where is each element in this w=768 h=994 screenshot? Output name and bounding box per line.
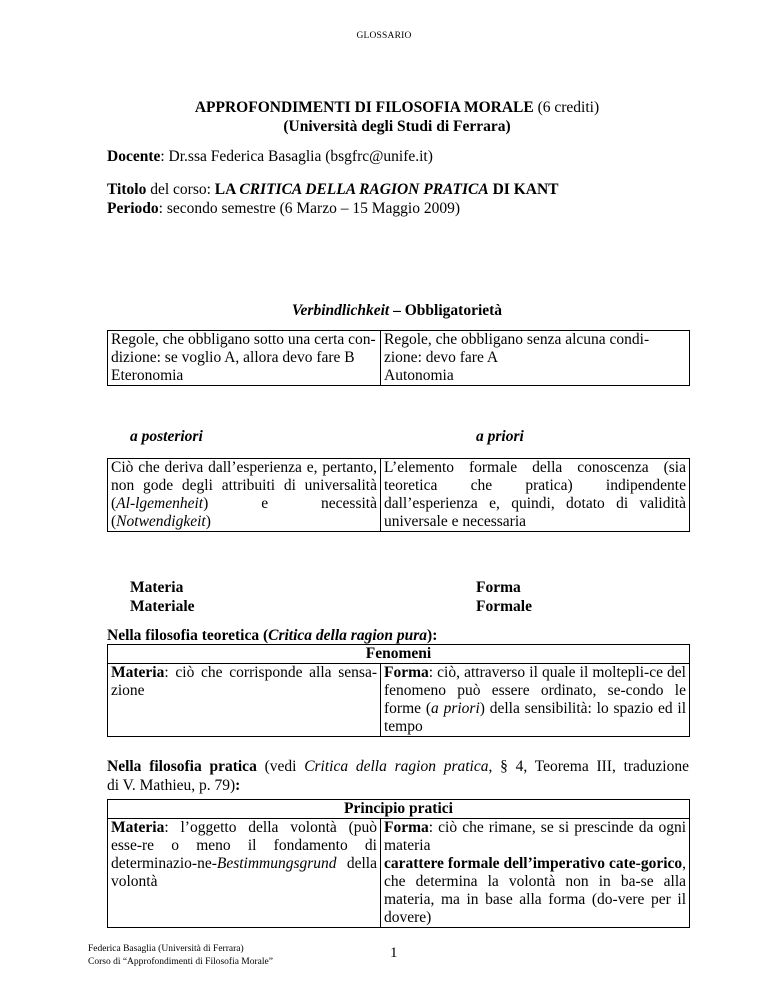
materiale-label: Materiale (130, 598, 195, 615)
pratica-heading-italic: Critica della ragion pratica (304, 758, 489, 775)
autonomia-cell (381, 331, 690, 386)
fenomeni-forma-italic: a priori (431, 700, 480, 717)
principio-pratici-table (107, 799, 690, 928)
pratica-heading-b: , § 4, Teorema III, traduzione (488, 758, 689, 775)
a-posteriori-label: a posteriori (130, 428, 203, 445)
page-number: 1 (390, 945, 398, 961)
course-title (107, 98, 687, 136)
teoretica-heading-b: ): (427, 627, 438, 644)
fenomeni-forma-label: Forma (384, 664, 429, 681)
principio-forma-label: Forma (384, 819, 429, 836)
pratica-heading-line2 (107, 776, 689, 795)
a-priori-label: a priori (476, 428, 524, 445)
pratica-heading-line1 (107, 757, 689, 776)
table1-right-line2: zione: devo fare A (384, 349, 499, 366)
pratica-heading (107, 757, 689, 795)
table1-left-line3: Eteronomia (111, 367, 184, 384)
footer-author: Federica Basaglia (Università di Ferrara) (88, 944, 244, 954)
forma-label: Forma (476, 579, 521, 596)
a-posteriori-cell (108, 459, 381, 532)
university-name: (Università degli Studi di Ferrara) (283, 118, 511, 135)
periodo-label: Periodo (107, 200, 159, 217)
table1-left-line1: Regole, che obbligano sotto una certa con- (111, 331, 376, 348)
course-credits: (6 crediti) (537, 99, 600, 116)
section-title (107, 301, 687, 320)
page-header: GLOSSARIO (356, 31, 412, 41)
table2-left-text-a: Ciò che deriva dall’esperienza e, pertanto, non gode degli attribuiti di universalità ( (111, 459, 377, 512)
table2-left-italic-2: Notwendigkeit (116, 513, 206, 530)
titolo-value-1: LA (214, 181, 240, 198)
pratica-heading-colon: : (235, 777, 241, 794)
teoretica-heading-italic: Critica della ragion pura (268, 627, 428, 644)
table1-right-line1: Regole, che obbligano senza alcuna condi- (384, 331, 650, 348)
pratica-heading-bold: Nella filosofia pratica (107, 758, 257, 775)
principio-header: Principio pratici (108, 800, 690, 819)
principio-forma-bold: carattere formale dell’imperativo cate-gorico (384, 855, 683, 872)
docente-value: : Dr.ssa Federica Basaglia (bsgfrc@unife.it) (160, 148, 433, 165)
materia-label: Materia (130, 579, 184, 596)
footer-course: Corso di “Approfondimenti di Filosofia Morale” (88, 957, 273, 967)
eteronomia-cell (108, 331, 381, 386)
table2-left-text-b: ) e necessità ( (111, 495, 377, 530)
a-priori-table (107, 458, 690, 532)
formale-label: Formale (476, 598, 532, 615)
table2-left-italic-1: Al-lgemenheit (116, 495, 204, 512)
materia-labels (130, 578, 195, 616)
page-footer (88, 943, 273, 969)
principio-materia-text-a: : l’oggetto della volontà (può esse-re o meno il fondamento di determinazio-ne- (111, 819, 377, 872)
titolo-label: Titolo (107, 181, 147, 198)
forma-labels (476, 578, 532, 616)
fenomeni-header: Fenomeni (108, 645, 690, 664)
fenomeni-forma-text-a: : ciò, attraverso il quale il moltepli-ce del fenomeno può essere ordinato, se-condo le forme ( (384, 664, 686, 717)
principio-materia-label: Materia (111, 819, 165, 836)
pratica-heading-a: (vedi (256, 758, 305, 775)
principio-materia-cell (108, 819, 381, 928)
fenomeni-materia-text: : ciò che corrisponde alla sensa-zione (111, 664, 377, 699)
fenomeni-materia-cell (108, 664, 381, 737)
principio-forma-text-b: , che determina la volontà non in ba-se alla materia, ma in base alla forma (do-vere per il dovere) (384, 855, 687, 926)
table2-left-text-c: ) (205, 513, 211, 530)
fenomeni-forma-text-b: ) della sensibilità: lo spazio ed il tempo (384, 700, 687, 735)
course-name: APPROFONDIMENTI DI FILOSOFIA MORALE (194, 99, 534, 116)
fenomeni-forma-cell (381, 664, 690, 737)
titolo-value-italic: CRITICA DELLA RAGION PRATICA (239, 181, 489, 198)
periodo-line (107, 199, 687, 218)
section-title-italic: Verbindlichkeit (291, 302, 390, 319)
titolo-value-2: DI KANT (488, 181, 559, 198)
teoretica-heading-a: Nella filosofia teoretica ( (107, 627, 269, 644)
pratica-heading-line2-text: di V. Mathieu, p. 79) (107, 777, 236, 794)
principio-materia-italic: Bestimmungsgrund (216, 855, 337, 872)
fenomeni-table (107, 644, 690, 737)
fenomeni-materia-label: Materia (111, 664, 165, 681)
section-title-rest: – Obbligatorietà (389, 302, 503, 319)
principio-materia-text-b: della volontà (111, 855, 377, 890)
docente-line (107, 147, 687, 166)
principio-forma-text-a: : ciò che rimane, se si prescinde da ogni materia (384, 819, 687, 854)
obbligatorieta-table (107, 330, 690, 386)
titolo-line (107, 180, 687, 199)
a-priori-cell: L’elemento formale della conoscenza (sia teoretica che pratica) indipendente dall’esperienza e, quindi, dotato di validità universale e necessaria (381, 459, 690, 532)
table1-left-line2: dizione: se voglio A, allora devo fare B (111, 349, 355, 366)
teoretica-heading (107, 626, 687, 645)
titolo-middle: del corso: (146, 181, 215, 198)
table1-right-line3: Autonomia (384, 367, 454, 384)
principio-forma-cell (381, 819, 690, 928)
docente-label: Docente (107, 148, 161, 165)
periodo-value: : secondo semestre (6 Marzo – 15 Maggio 2009) (158, 200, 460, 217)
